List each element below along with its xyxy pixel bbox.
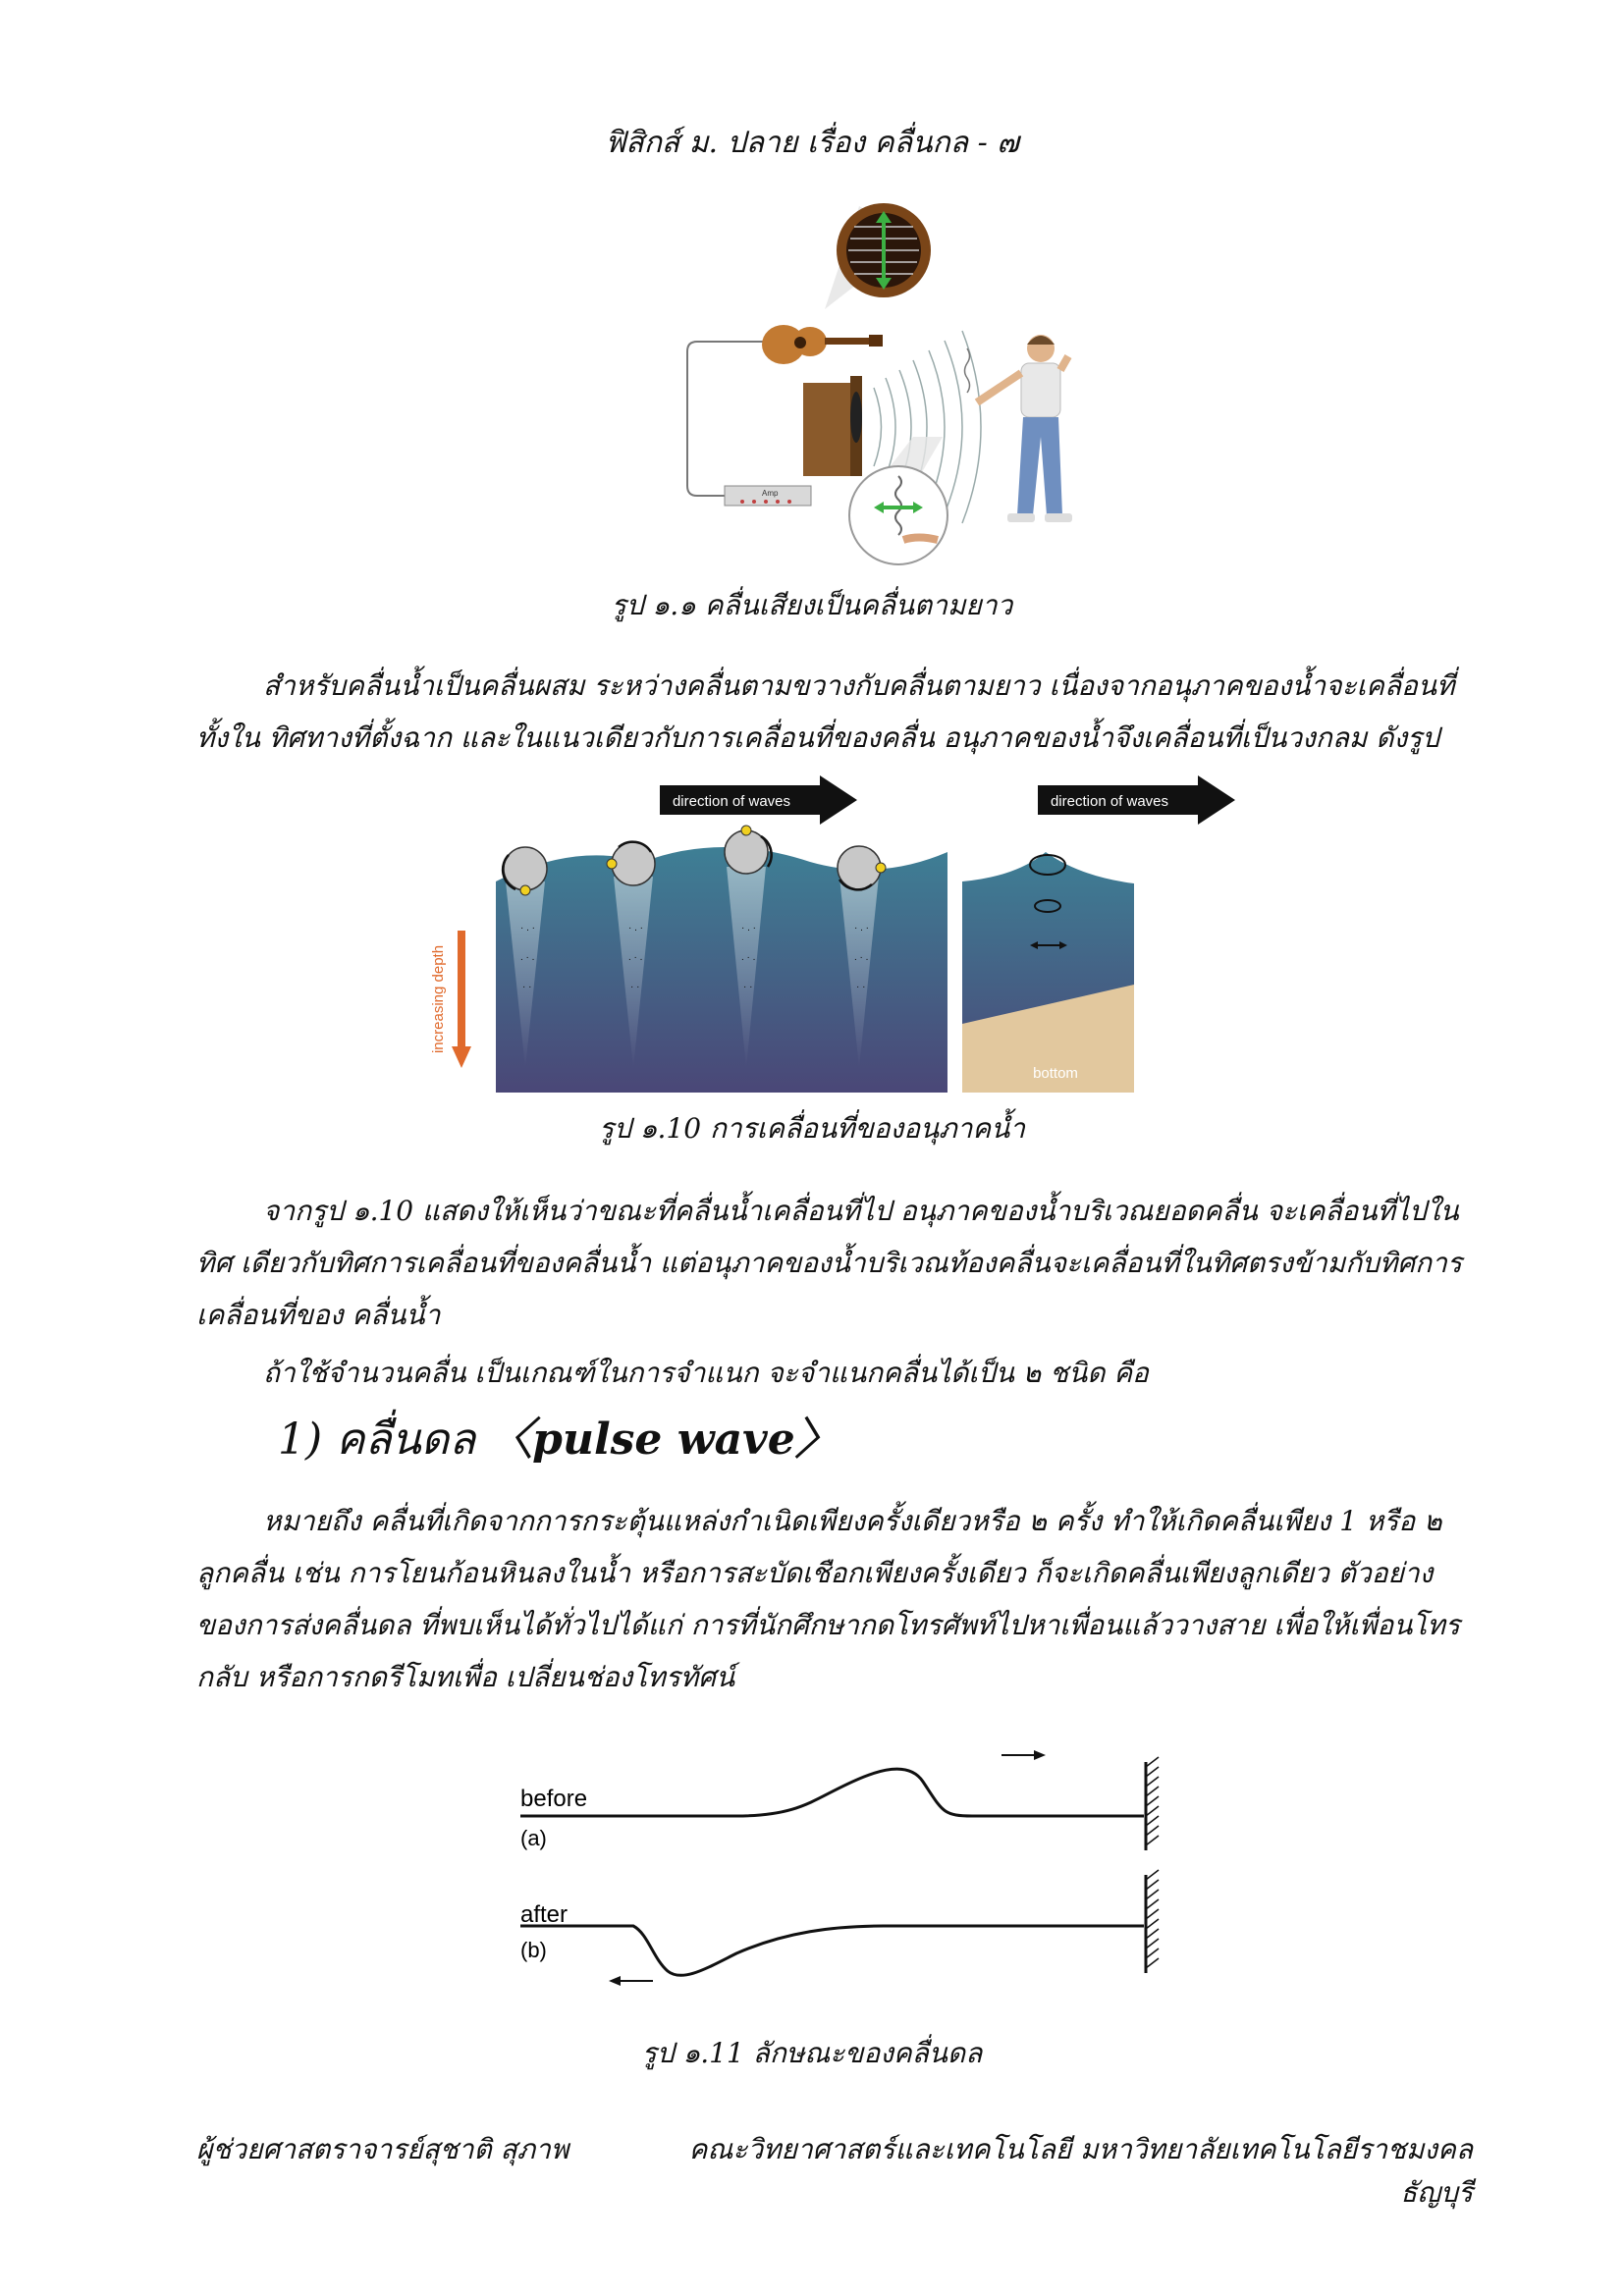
figure-caption-3: รูป ๑.11 ลักษณะของคลื่นดล [641, 2037, 983, 2069]
svg-text:· ·: · · [856, 982, 866, 992]
heading-title: คลื่นดล [336, 1415, 476, 1465]
pulse-after-line [520, 1926, 1144, 1975]
svg-text:· . ·: · . · [520, 923, 535, 934]
section-heading-pulse-wave [278, 1404, 839, 1473]
svg-text:. · .: . · . [741, 952, 756, 963]
svg-text:before: before [520, 1786, 588, 1812]
svg-text:· ·: · · [630, 982, 640, 992]
pulse-before-line [520, 1769, 1144, 1816]
depth-arrow-icon [430, 931, 471, 1068]
figure-caption-2: รูป ๑.10 การเคลื่อนที่ของอนุภาคน้ำ [599, 1112, 1025, 1145]
svg-text:increasing depth: increasing depth [430, 944, 447, 1054]
svg-text:. · .: . · . [854, 952, 869, 963]
svg-text:(b): (b) [520, 1938, 547, 1962]
figure-caption-1: รูป ๑.๑ คลื่นเสียงเป็นคลื่นตามยาว [611, 589, 1013, 621]
svg-text:· ·: · · [522, 982, 532, 992]
paragraph-classification: ถ้าใช้จำนวนคลื่น เป็นเกณฑ์ในการจำแนก จะจำแนกคลื่นได้เป็น ๒ ชนิด คือ [263, 1357, 1149, 1389]
guitar-icon [762, 325, 883, 364]
svg-text:direction of waves: direction of waves [1050, 793, 1169, 810]
svg-text:· . ·: · . · [854, 923, 869, 934]
direction-arrow-left-icon [660, 775, 857, 825]
svg-text:(a): (a) [520, 1826, 547, 1850]
paragraph-pulse-definition: หมายถึง คลื่นที่เกิดจากการกระตุ้นแหล่งกำเนิดเพียงครั้งเดียวหรือ ๒ ครั้ง ทำให้เกิดคลื่นเพียง 1 หรือ ๒ ลูกคลื่น เช่น การโยนก้อนหินลงในน้ำ หรือการสะบัดเชือกเพียงครั้งเดียว ก็จะเกิดคลื่นเพียงลูกเดียว ตัวอย่างของการส่งคลื่นดล ที่พบเห็นได้ทั่วไปได้แก่ การที่นักศึกษากดโทรศัพท์ไปหาเพื่อนแล้ววางสาย เพื่อให้เพื่อนโทรกลับ หรือการกดรีโมทเพื่อ เปลี่ยนช่องโทรทัศน์ [196, 1505, 1460, 1693]
direction-arrow-right-icon [1038, 775, 1235, 825]
fixed-wall-icon [1146, 1757, 1159, 1973]
svg-text:· . ·: · . · [741, 923, 756, 934]
wire-icon [687, 342, 766, 496]
svg-text:· . ·: · . · [628, 923, 643, 934]
deep-water-block [496, 847, 947, 1093]
svg-text:. · .: . · . [628, 952, 643, 963]
paragraph-figure-explanation: จากรูป ๑.10 แสดงให้เห็นว่าขณะที่คลื่นน้ำเคลื่อนที่ไป อนุภาคของน้ำบริเวณยอดคลื่น จะเคลื่อนที่ไปในทิศ เดียวกับทิศการเคลื่อนที่ของคลื่นน้ำ แต่อนุภาคของน้ำบริเวณท้องคลื่นจะเคลื่อนที่ในทิศตรงข้ามกับทิศการเคลื่อนที่ของ คลื่นน้ำ [196, 1195, 1462, 1331]
footer-author: ผู้ช่วยศาสตราจารย์สุชาติ สุภาพ [196, 2133, 569, 2165]
string-zoom-icon [849, 466, 947, 564]
svg-text:direction of waves: direction of waves [672, 793, 791, 810]
svg-text:· ·: · · [743, 982, 753, 992]
svg-text:Amp: Amp [762, 489, 779, 498]
svg-text:. · .: . · . [520, 952, 535, 963]
speaker-icon [803, 376, 862, 476]
footer-institution: คณะวิทยาศาสตร์และเทคโนโลยี มหาวิทยาลัยเทคโนโลยีราชมงคลธัญบุรี [688, 2133, 1473, 2209]
svg-text:bottom: bottom [1033, 1065, 1078, 1082]
pulse-wave-figure [511, 1737, 1178, 2002]
heading-english: 〈pulse wave〉 [489, 1415, 839, 1465]
page-header: ฟิสิกส์ ม. ปลาย เรื่อง คลื่นกล - ๗ [605, 126, 1019, 160]
shallow-water-block [962, 852, 1134, 1093]
paragraph-water-wave: สำหรับคลื่นน้ำเป็นคลื่นผสม ระหว่างคลื่นตามขวางกับคลื่นตามยาว เนื่องจากอนุภาคของน้ำจะเคลื่อนที่ทั้งใน ทิศทางที่ตั้งฉาก และในแนวเดียวกับการเคลื่อนที่ของคลื่น อนุภาคของน้ำจึงเคลื่อนที่เป็นวงกลม ดังรูป [196, 669, 1455, 754]
water-particle-figure [427, 774, 1242, 1097]
amp-icon [725, 486, 811, 506]
heading-number: 1) [278, 1415, 323, 1465]
sound-wave-figure [677, 201, 1119, 574]
svg-text:after: after [520, 1901, 568, 1928]
